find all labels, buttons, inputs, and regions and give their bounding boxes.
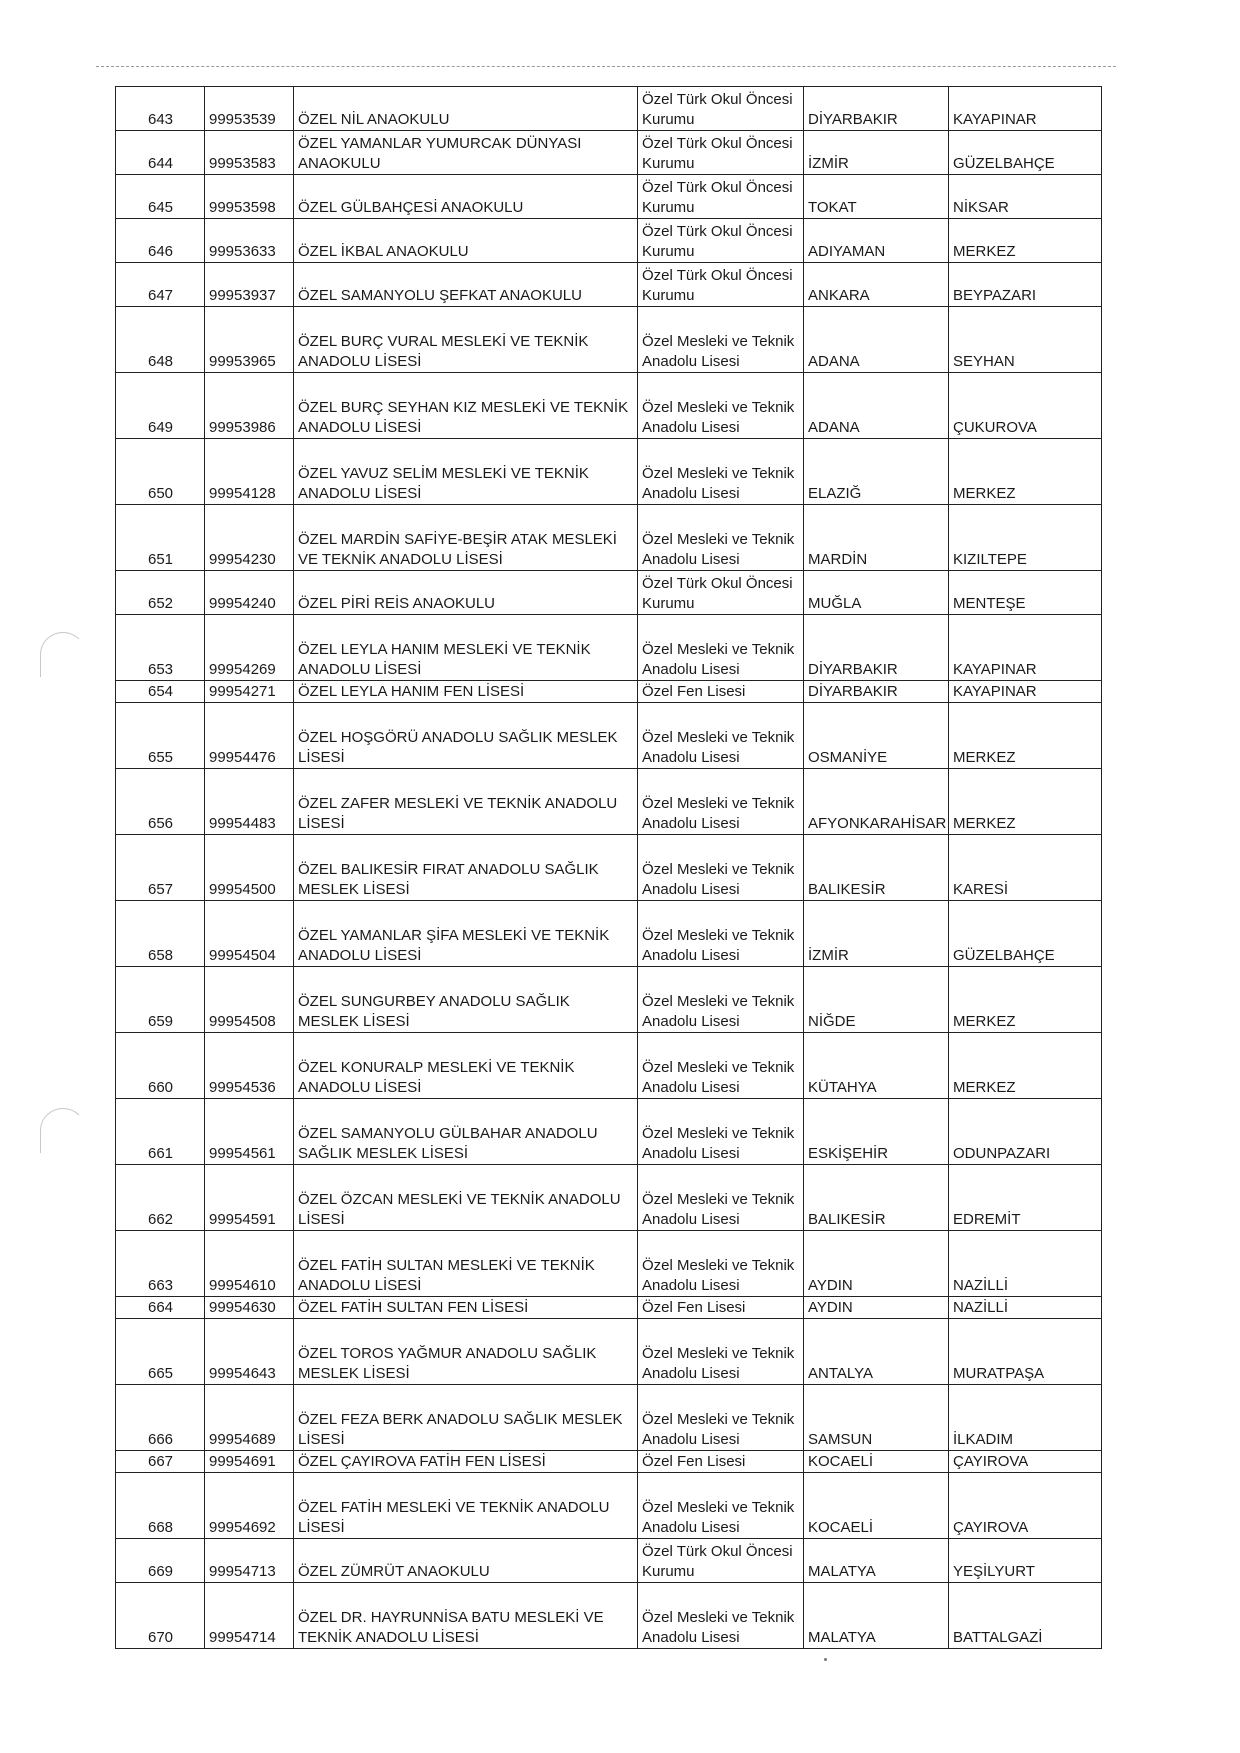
cell-institution-type: Özel Mesleki ve Teknik Anadolu Lisesi	[638, 1099, 804, 1165]
cell-province: MALATYA	[804, 1583, 949, 1649]
cell-district: KAYAPINAR	[949, 87, 1102, 131]
cell-row-number: 646	[116, 219, 205, 263]
cell-institution-code: 99954271	[205, 681, 294, 703]
cell-institution-type: Özel Fen Lisesi	[638, 1451, 804, 1473]
cell-row-number: 669	[116, 1539, 205, 1583]
cell-province: ANTALYA	[804, 1319, 949, 1385]
cell-school-name: ÖZEL SUNGURBEY ANADOLU SAĞLIK MESLEK LİSESİ	[294, 967, 638, 1033]
cell-school-name: ÖZEL ZÜMRÜT ANAOKULU	[294, 1539, 638, 1583]
cell-institution-type: Özel Mesleki ve Teknik Anadolu Lisesi	[638, 901, 804, 967]
cell-school-name: ÖZEL ÖZCAN MESLEKİ VE TEKNİK ANADOLU LİSESİ	[294, 1165, 638, 1231]
cell-institution-code: 99954591	[205, 1165, 294, 1231]
cell-province: MUĞLA	[804, 571, 949, 615]
table-row	[116, 1583, 1102, 1649]
cell-school-name: ÖZEL DR. HAYRUNNİSA BATU MESLEKİ VE TEKNİK ANADOLU LİSESİ	[294, 1583, 638, 1649]
table-row	[116, 1451, 1102, 1473]
cell-school-name: ÖZEL YAMANLAR ŞİFA MESLEKİ VE TEKNİK ANADOLU LİSESİ	[294, 901, 638, 967]
cell-province: AYDIN	[804, 1297, 949, 1319]
table-row	[116, 571, 1102, 615]
cell-institution-type: Özel Türk Okul Öncesi Kurumu	[638, 131, 804, 175]
cell-school-name: ÖZEL İKBAL ANAOKULU	[294, 219, 638, 263]
cell-province: ESKİŞEHİR	[804, 1099, 949, 1165]
table-row	[116, 681, 1102, 703]
cell-institution-type: Özel Mesleki ve Teknik Anadolu Lisesi	[638, 1583, 804, 1649]
cell-district: ODUNPAZARI	[949, 1099, 1102, 1165]
cell-province: DİYARBAKIR	[804, 87, 949, 131]
table-row	[116, 1099, 1102, 1165]
cell-school-name: ÖZEL FEZA BERK ANADOLU SAĞLIK MESLEK LİSESİ	[294, 1385, 638, 1451]
cell-institution-code: 99954561	[205, 1099, 294, 1165]
cell-row-number: 661	[116, 1099, 205, 1165]
cell-province: BALIKESİR	[804, 1165, 949, 1231]
cell-institution-code: 99954476	[205, 703, 294, 769]
table-row	[116, 1319, 1102, 1385]
cell-province: KOCAELİ	[804, 1473, 949, 1539]
table-row	[116, 1033, 1102, 1099]
table-row	[116, 703, 1102, 769]
cell-institution-type: Özel Türk Okul Öncesi Kurumu	[638, 219, 804, 263]
cell-province: İZMİR	[804, 901, 949, 967]
table-row	[116, 769, 1102, 835]
cell-district: KARESİ	[949, 835, 1102, 901]
cell-row-number: 657	[116, 835, 205, 901]
cell-institution-type: Özel Mesleki ve Teknik Anadolu Lisesi	[638, 769, 804, 835]
cell-row-number: 668	[116, 1473, 205, 1539]
cell-institution-code: 99954610	[205, 1231, 294, 1297]
cell-school-name: ÖZEL BURÇ VURAL MESLEKİ VE TEKNİK ANADOLU LİSESİ	[294, 307, 638, 373]
cell-district: İLKADIM	[949, 1385, 1102, 1451]
school-list-table	[115, 86, 1102, 1649]
cell-district: MERKEZ	[949, 967, 1102, 1033]
cell-province: ELAZIĞ	[804, 439, 949, 505]
cell-row-number: 663	[116, 1231, 205, 1297]
cell-institution-code: 99954508	[205, 967, 294, 1033]
cell-institution-code: 99954689	[205, 1385, 294, 1451]
cell-school-name: ÖZEL HOŞGÖRÜ ANADOLU SAĞLIK MESLEK LİSESİ	[294, 703, 638, 769]
cell-institution-code: 99953965	[205, 307, 294, 373]
cell-school-name: ÖZEL YAMANLAR YUMURCAK DÜNYASI ANAOKULU	[294, 131, 638, 175]
cell-province: TOKAT	[804, 175, 949, 219]
cell-institution-type: Özel Mesleki ve Teknik Anadolu Lisesi	[638, 1231, 804, 1297]
cell-institution-code: 99954240	[205, 571, 294, 615]
cell-district: KIZILTEPE	[949, 505, 1102, 571]
cell-school-name: ÖZEL BURÇ SEYHAN KIZ MESLEKİ VE TEKNİK ANADOLU LİSESİ	[294, 373, 638, 439]
cell-district: MERKEZ	[949, 703, 1102, 769]
cell-institution-code: 99953937	[205, 263, 294, 307]
table-row	[116, 967, 1102, 1033]
cell-row-number: 644	[116, 131, 205, 175]
cell-province: MARDİN	[804, 505, 949, 571]
cell-district: MURATPAŞA	[949, 1319, 1102, 1385]
table-row	[116, 373, 1102, 439]
cell-province: DİYARBAKIR	[804, 681, 949, 703]
cell-institution-type: Özel Mesleki ve Teknik Anadolu Lisesi	[638, 505, 804, 571]
cell-institution-code: 99954643	[205, 1319, 294, 1385]
cell-institution-code: 99954504	[205, 901, 294, 967]
table-row	[116, 1539, 1102, 1583]
cell-district: ÇUKUROVA	[949, 373, 1102, 439]
cell-institution-type: Özel Mesleki ve Teknik Anadolu Lisesi	[638, 703, 804, 769]
table-row	[116, 505, 1102, 571]
cell-institution-type: Özel Türk Okul Öncesi Kurumu	[638, 571, 804, 615]
punch-hole-mark	[40, 632, 86, 677]
cell-institution-type: Özel Türk Okul Öncesi Kurumu	[638, 263, 804, 307]
table-row	[116, 835, 1102, 901]
table-row	[116, 131, 1102, 175]
cell-province: İZMİR	[804, 131, 949, 175]
cell-institution-code: 99954483	[205, 769, 294, 835]
cell-institution-code: 99954630	[205, 1297, 294, 1319]
cell-row-number: 658	[116, 901, 205, 967]
cell-province: ADANA	[804, 307, 949, 373]
table-row	[116, 1297, 1102, 1319]
cell-row-number: 648	[116, 307, 205, 373]
cell-province: MALATYA	[804, 1539, 949, 1583]
cell-row-number: 645	[116, 175, 205, 219]
cell-district: KAYAPINAR	[949, 615, 1102, 681]
cell-row-number: 662	[116, 1165, 205, 1231]
cell-institution-code: 99954269	[205, 615, 294, 681]
table-row	[116, 1165, 1102, 1231]
cell-institution-code: 99954230	[205, 505, 294, 571]
table-row	[116, 1473, 1102, 1539]
table-row	[116, 1385, 1102, 1451]
cell-district: MERKEZ	[949, 219, 1102, 263]
cell-school-name: ÖZEL NİL ANAOKULU	[294, 87, 638, 131]
cell-province: SAMSUN	[804, 1385, 949, 1451]
cell-institution-code: 99954128	[205, 439, 294, 505]
cell-row-number: 647	[116, 263, 205, 307]
cell-province: AFYONKARAHİSAR	[804, 769, 949, 835]
cell-district: EDREMİT	[949, 1165, 1102, 1231]
cell-district: KAYAPINAR	[949, 681, 1102, 703]
cell-district: MENTEŞE	[949, 571, 1102, 615]
cell-institution-type: Özel Fen Lisesi	[638, 1297, 804, 1319]
cell-school-name: ÖZEL SAMANYOLU ŞEFKAT ANAOKULU	[294, 263, 638, 307]
cell-school-name: ÖZEL YAVUZ SELİM MESLEKİ VE TEKNİK ANADOLU LİSESİ	[294, 439, 638, 505]
cell-district: NİKSAR	[949, 175, 1102, 219]
cell-row-number: 651	[116, 505, 205, 571]
cell-institution-type: Özel Mesleki ve Teknik Anadolu Lisesi	[638, 307, 804, 373]
table-row	[116, 1231, 1102, 1297]
cell-row-number: 650	[116, 439, 205, 505]
table-row	[116, 175, 1102, 219]
table-row	[116, 263, 1102, 307]
cell-district: MERKEZ	[949, 439, 1102, 505]
cell-row-number: 652	[116, 571, 205, 615]
cell-institution-code: 99954714	[205, 1583, 294, 1649]
cell-district: GÜZELBAHÇE	[949, 901, 1102, 967]
cell-institution-type: Özel Mesleki ve Teknik Anadolu Lisesi	[638, 967, 804, 1033]
cell-institution-code: 99954500	[205, 835, 294, 901]
cell-district: MERKEZ	[949, 1033, 1102, 1099]
cell-row-number: 660	[116, 1033, 205, 1099]
cell-row-number: 643	[116, 87, 205, 131]
cell-province: BALIKESİR	[804, 835, 949, 901]
cell-institution-code: 99954692	[205, 1473, 294, 1539]
cell-row-number: 665	[116, 1319, 205, 1385]
cell-school-name: ÖZEL FATİH MESLEKİ VE TEKNİK ANADOLU LİSESİ	[294, 1473, 638, 1539]
cell-row-number: 666	[116, 1385, 205, 1451]
cell-province: ANKARA	[804, 263, 949, 307]
cell-province: ADANA	[804, 373, 949, 439]
cell-school-name: ÖZEL GÜLBAHÇESİ ANAOKULU	[294, 175, 638, 219]
cell-institution-type: Özel Türk Okul Öncesi Kurumu	[638, 87, 804, 131]
cell-district: ÇAYIROVA	[949, 1451, 1102, 1473]
cell-school-name: ÖZEL LEYLA HANIM MESLEKİ VE TEKNİK ANADOLU LİSESİ	[294, 615, 638, 681]
cell-institution-type: Özel Mesleki ve Teknik Anadolu Lisesi	[638, 1319, 804, 1385]
cell-row-number: 659	[116, 967, 205, 1033]
cell-institution-code: 99953583	[205, 131, 294, 175]
table-row	[116, 439, 1102, 505]
cell-school-name: ÖZEL BALIKESİR FIRAT ANADOLU SAĞLIK MESLEK LİSESİ	[294, 835, 638, 901]
cell-province: NİĞDE	[804, 967, 949, 1033]
cell-institution-code: 99953633	[205, 219, 294, 263]
cell-province: AYDIN	[804, 1231, 949, 1297]
punch-hole-mark	[40, 1108, 86, 1153]
cell-row-number: 664	[116, 1297, 205, 1319]
cell-institution-type: Özel Türk Okul Öncesi Kurumu	[638, 1539, 804, 1583]
cell-school-name: ÖZEL KONURALP MESLEKİ VE TEKNİK ANADOLU LİSESİ	[294, 1033, 638, 1099]
cell-institution-code: 99953986	[205, 373, 294, 439]
cell-row-number: 667	[116, 1451, 205, 1473]
cell-school-name: ÖZEL MARDİN SAFİYE-BEŞİR ATAK MESLEKİ VE TEKNİK ANADOLU LİSESİ	[294, 505, 638, 571]
cell-district: NAZİLLİ	[949, 1231, 1102, 1297]
cell-school-name: ÖZEL FATİH SULTAN FEN LİSESİ	[294, 1297, 638, 1319]
table-row	[116, 901, 1102, 967]
cell-school-name: ÖZEL ZAFER MESLEKİ VE TEKNİK ANADOLU LİSESİ	[294, 769, 638, 835]
cell-institution-type: Özel Mesleki ve Teknik Anadolu Lisesi	[638, 1165, 804, 1231]
cell-district: NAZİLLİ	[949, 1297, 1102, 1319]
cell-row-number: 655	[116, 703, 205, 769]
cell-province: DİYARBAKIR	[804, 615, 949, 681]
cell-row-number: 670	[116, 1583, 205, 1649]
cell-school-name: ÖZEL ÇAYIROVA FATİH FEN LİSESİ	[294, 1451, 638, 1473]
header-rule	[96, 66, 1116, 67]
scan-speck	[824, 1658, 827, 1661]
cell-province: KOCAELİ	[804, 1451, 949, 1473]
cell-district: GÜZELBAHÇE	[949, 131, 1102, 175]
cell-institution-type: Özel Mesleki ve Teknik Anadolu Lisesi	[638, 1473, 804, 1539]
cell-institution-type: Özel Fen Lisesi	[638, 681, 804, 703]
cell-institution-code: 99953539	[205, 87, 294, 131]
table-body	[116, 87, 1102, 1649]
cell-district: YEŞİLYURT	[949, 1539, 1102, 1583]
cell-row-number: 656	[116, 769, 205, 835]
cell-district: MERKEZ	[949, 769, 1102, 835]
cell-school-name: ÖZEL LEYLA HANIM FEN LİSESİ	[294, 681, 638, 703]
cell-province: ADIYAMAN	[804, 219, 949, 263]
cell-institution-type: Özel Mesleki ve Teknik Anadolu Lisesi	[638, 373, 804, 439]
cell-institution-type: Özel Mesleki ve Teknik Anadolu Lisesi	[638, 615, 804, 681]
cell-district: BATTALGAZİ	[949, 1583, 1102, 1649]
cell-institution-code: 99954691	[205, 1451, 294, 1473]
cell-institution-type: Özel Mesleki ve Teknik Anadolu Lisesi	[638, 1033, 804, 1099]
cell-district: BEYPAZARI	[949, 263, 1102, 307]
cell-institution-type: Özel Mesleki ve Teknik Anadolu Lisesi	[638, 439, 804, 505]
cell-institution-code: 99953598	[205, 175, 294, 219]
cell-school-name: ÖZEL TOROS YAĞMUR ANADOLU SAĞLIK MESLEK LİSESİ	[294, 1319, 638, 1385]
cell-school-name: ÖZEL FATİH SULTAN MESLEKİ VE TEKNİK ANADOLU LİSESİ	[294, 1231, 638, 1297]
table-row	[116, 307, 1102, 373]
cell-province: KÜTAHYA	[804, 1033, 949, 1099]
cell-row-number: 649	[116, 373, 205, 439]
cell-school-name: ÖZEL PİRİ REİS ANAOKULU	[294, 571, 638, 615]
cell-school-name: ÖZEL SAMANYOLU GÜLBAHAR ANADOLU SAĞLIK MESLEK LİSESİ	[294, 1099, 638, 1165]
cell-row-number: 653	[116, 615, 205, 681]
cell-institution-type: Özel Türk Okul Öncesi Kurumu	[638, 175, 804, 219]
cell-institution-code: 99954713	[205, 1539, 294, 1583]
cell-row-number: 654	[116, 681, 205, 703]
cell-institution-type: Özel Mesleki ve Teknik Anadolu Lisesi	[638, 1385, 804, 1451]
table-row	[116, 87, 1102, 131]
cell-district: ÇAYIROVA	[949, 1473, 1102, 1539]
cell-institution-type: Özel Mesleki ve Teknik Anadolu Lisesi	[638, 835, 804, 901]
table-row	[116, 219, 1102, 263]
cell-institution-code: 99954536	[205, 1033, 294, 1099]
table-row	[116, 615, 1102, 681]
cell-district: SEYHAN	[949, 307, 1102, 373]
cell-province: OSMANİYE	[804, 703, 949, 769]
